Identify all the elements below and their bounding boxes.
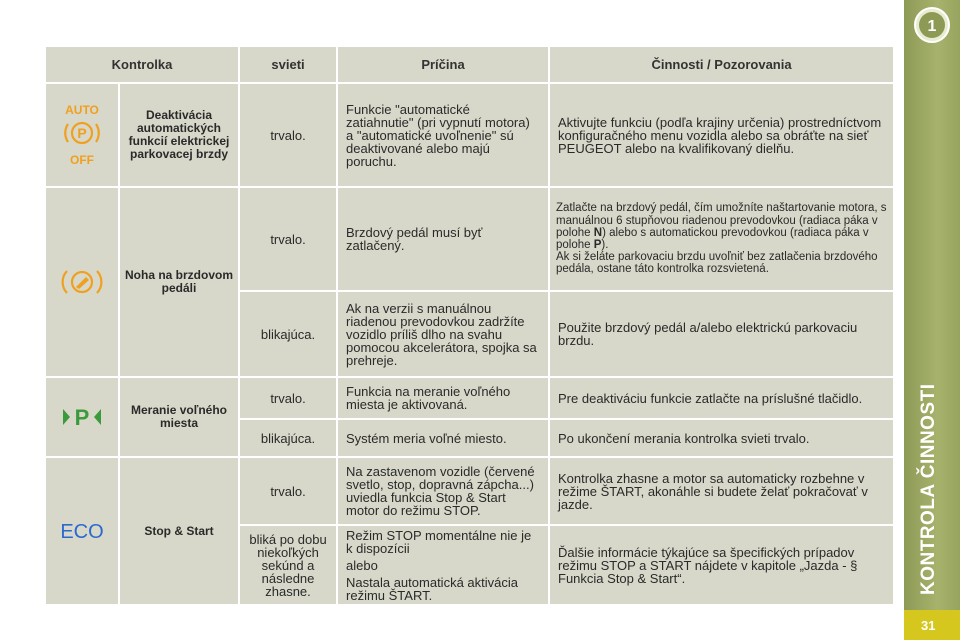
table-row bbox=[45, 187, 894, 291]
warning-lights-table bbox=[44, 45, 895, 606]
parking-name: Meranie voľného miesta bbox=[119, 377, 239, 457]
stop-start-cause-1: Na zastavenom vozidle (červené svetlo, stop, dopravná zápcha...) uviedla funkcia Stop & Start motor do režimu STOP. bbox=[337, 457, 549, 525]
stop-start-action-1: Kontrolka zhasne a motor sa automaticky rozbehne v režime ŠTART, akonáhle si budete želať pokračovať v jazde. bbox=[549, 457, 894, 525]
pedal-state-1: trvalo. bbox=[239, 187, 337, 291]
pedal-state-2: blikajúca. bbox=[239, 291, 337, 377]
stop-start-cause-2: Režim STOP momentálne nie je k dispozícii alebo Nastala automatická aktivácia režimu ŠTART. bbox=[337, 525, 549, 605]
svg-text:P: P bbox=[74, 405, 90, 430]
warning-lights-table-container bbox=[44, 45, 893, 612]
parking-cause-1: Funkcia na meranie voľného miesta je aktivovaná. bbox=[337, 377, 549, 419]
parking-action-2: Po ukončení merania kontrolka svieti trvalo. bbox=[549, 419, 894, 457]
chapter-number-badge bbox=[913, 6, 951, 44]
svg-text:ECO: ECO bbox=[60, 521, 104, 542]
stop-start-name: Stop & Start bbox=[119, 457, 239, 605]
parking-state-1: trvalo. bbox=[239, 377, 337, 419]
watermark-text: carmanualsonline.info bbox=[598, 610, 828, 633]
parking-state-2: blikajúca. bbox=[239, 419, 337, 457]
header-pricina: Príčina bbox=[337, 46, 549, 83]
table-row bbox=[45, 377, 894, 419]
foot-on-brake-icon bbox=[45, 187, 119, 377]
pedal-cause-2: Ak na verzii s manuálnou riadenou prevodovkou zadržíte vozidlo príliš dlho na svahu pomocou akcelerátora, spojka sa prehreje. bbox=[337, 291, 549, 377]
auto-brake-state: trvalo. bbox=[239, 83, 337, 187]
auto-brake-cause: Funkcie "automatické zatiahnutie" (pri vypnutí motora) a "automatické uvoľnenie" sú deaktivované alebo majú poruchu. bbox=[337, 83, 549, 187]
parking-action-1: Pre deaktiváciu funkcie zatlačte na príslušné tlačidlo. bbox=[549, 377, 894, 419]
pedal-action-2: Použite brzdový pedál a/alebo elektrickú parkovaciu brzdu. bbox=[549, 291, 894, 377]
pedal-cause-1: Brzdový pedál musí byť zatlačený. bbox=[337, 187, 549, 291]
header-svieti: svieti bbox=[239, 46, 337, 83]
stop-start-state-1: trvalo. bbox=[239, 457, 337, 525]
table-header-row bbox=[45, 46, 894, 83]
pedal-action-1: Zatlačte na brzdový pedál, čím umožníte naštartovanie motora, s manuálnou 6 stupňovou riadenou prevodovkou (radiaca páka v polohe N) alebo s automatickou prevodovkou (radiaca páka v polohe P). Ak si želáte parkovaciu brzdu uvoľniť bez zatlačenia brzdového pedála, ostane táto kontrolka rozsvietená. bbox=[549, 187, 894, 291]
eco-stop-start-icon bbox=[45, 457, 119, 605]
header-kontrolka: Kontrolka bbox=[45, 46, 239, 83]
table-row bbox=[45, 457, 894, 525]
stop-start-action-2: Ďalšie informácie týkajúce sa špecifických prípadov režimu STOP a START nájdete v kapitole „Jazda - § Funkcia Stop & Start“. bbox=[549, 525, 894, 605]
svg-text:AUTO: AUTO bbox=[65, 103, 99, 117]
pedal-name: Noha na brzdovom pedáli bbox=[119, 187, 239, 377]
svg-text:P: P bbox=[77, 125, 87, 141]
auto-parking-brake-off-icon bbox=[45, 83, 119, 187]
svg-text:OFF: OFF bbox=[70, 153, 94, 167]
parking-space-measure-icon bbox=[45, 377, 119, 457]
auto-brake-action: Aktivujte funkciu (podľa krajiny určenia) prostredníctvom konfiguračného menu vozidla alebo sa obráťte na sieť PEUGEOT alebo na kvalifikovaný dielňu. bbox=[549, 83, 894, 187]
table-row bbox=[45, 83, 894, 187]
parking-cause-2: Systém meria voľné miesto. bbox=[337, 419, 549, 457]
auto-brake-name: Deaktivácia automatických funkcií elektrickej parkovacej brzdy bbox=[119, 83, 239, 187]
svg-text:1: 1 bbox=[927, 18, 937, 35]
page-number: 31 bbox=[921, 618, 936, 633]
header-cinnosti: Činnosti / Pozorovania bbox=[549, 46, 894, 83]
chapter-title: KONTROLA ČINNOSTI bbox=[918, 383, 939, 595]
stop-start-state-2: bliká po dobu niekoľkých sekúnd a následne zhasne. bbox=[239, 525, 337, 605]
